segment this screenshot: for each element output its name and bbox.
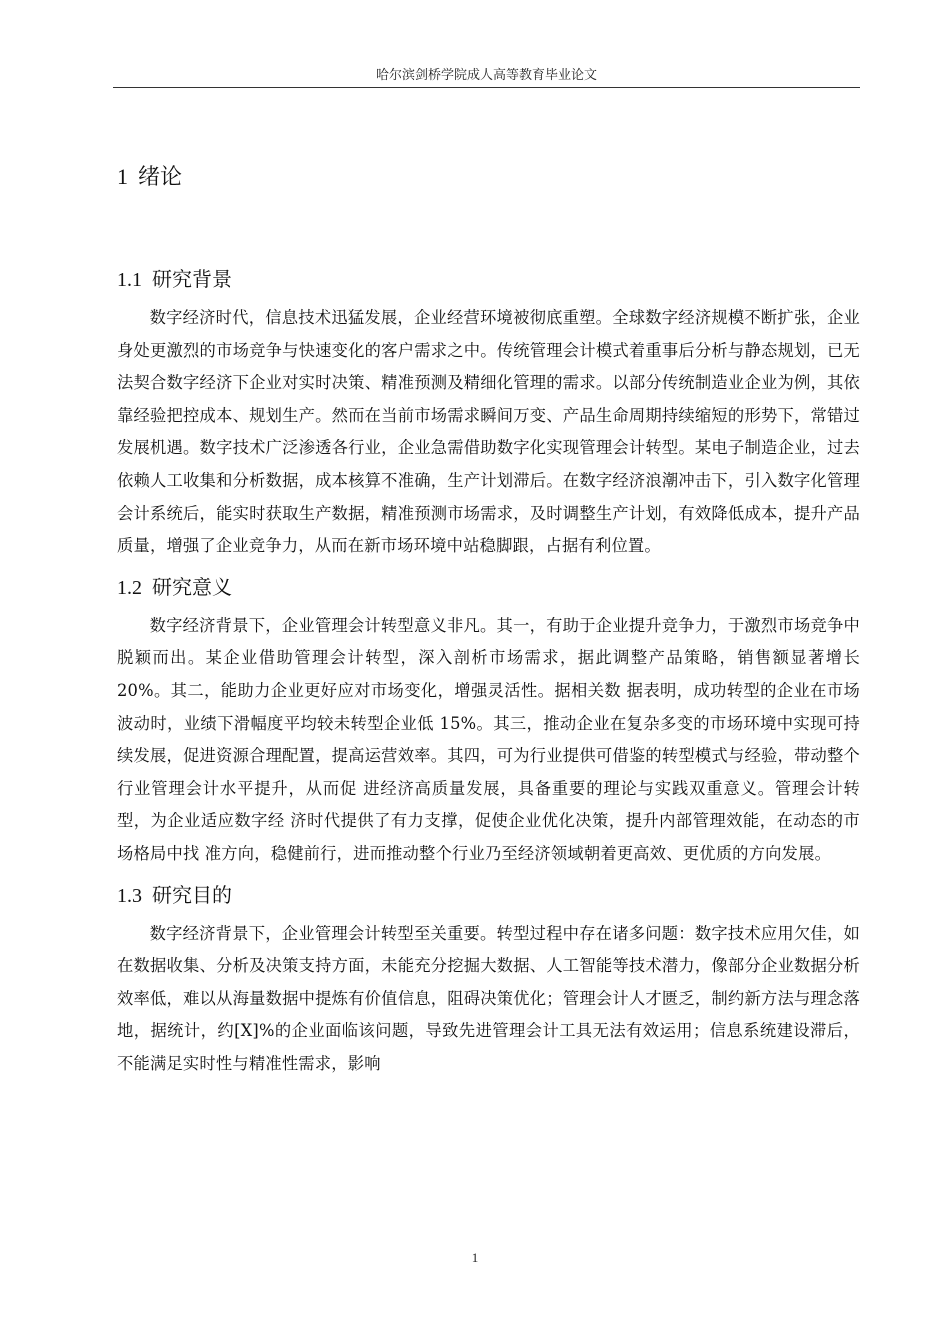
section-paragraph: 数字经济背景下，企业管理会计转型意义非凡。其一，有助于企业提升竞争力，于激烈市场竞争中脱颖而出。某企业借助管理会计转型，深入剖析市场需求，据此调整产品策略，销售额显著增长 20%。其二，能助力企业更好应对市场变化，增强灵活性。据相关数 据表明，成功转型的企业在市场波动时，业绩下滑幅度平均较未转型企业低 15%。其三，推动企业在复杂多变的市场环境中实现可持续发展，促进资源合理配置，提高运营效率。其四，可为行业提供可借鉴的转型模式与经验，带动整个行业管理会计水平提升，从而促 进经济高质量发展，具备重要的理论与实践双重意义。管理会计转型，为企业适应数字经 济时代提供了有力支撑，促使企业优化决策，提升内部管理效能，在动态的市场格局中找 准方向，稳健前行，进而推动整个行业乃至经济领域朝着更高效、更优质的方向发展。 bbox=[117, 615, 860, 863]
section-heading bbox=[117, 873, 860, 918]
page-number: 1 bbox=[471, 1250, 479, 1265]
section-title: 研究背景 bbox=[152, 267, 232, 291]
section-number: 1.2 bbox=[117, 576, 142, 599]
section-research-background bbox=[117, 257, 860, 563]
chapter-number: 1 bbox=[117, 164, 128, 189]
header-divider bbox=[113, 87, 860, 88]
section-title: 研究意义 bbox=[152, 574, 232, 599]
section-research-purpose bbox=[117, 873, 860, 1081]
section-research-significance bbox=[117, 565, 860, 871]
document-body bbox=[117, 160, 860, 1082]
page-header: 哈尔滨剑桥学院成人高等教育毕业论文 bbox=[375, 68, 597, 83]
section-paragraph: 数字经济背景下，企业管理会计转型至关重要。转型过程中存在诸多问题：数字技术应用欠佳，如在数据收集、分析及决策支持方面，未能充分挖掘大数据、人工智能等技术潜力，像部分企业数据分析效率低，难以从海量数据中提炼有价值信息，阻碍决策优化；管理会计人才匮乏，制约新方法与理念落地，据统计，约[X]%的企业面临该问题，导致先进管理会计工具无法有效运用；信息系统建设滞后，不能满足实时性与精准性需求，影响 bbox=[117, 923, 860, 1073]
section-heading bbox=[117, 565, 860, 610]
section-paragraph: 数字经济时代，信息技术迅猛发展，企业经营环境被彻底重塑。全球数字经济规模不断扩张，企业身处更激烈的市场竞争与快速变化的客户需求之中。传统管理会计模式着重事后分析与静态规划，已无法契合数字经济下企业对实时决策、精准预测及精细化管理的需求。以部分传统制造业企业为例，其依靠经验把控成本、规划生产。然而在当前市场需求瞬间万变、产品生命周期持续缩短的形势下，常错过发展机遇。数字技术广泛渗透各行业，企业急需借助数字化实现管理会计转型。某电子制造企业，过去依赖人工收集和分析数据，成本核算不准确，生产计划滞后。在数字经济浪潮冲击下，引入数字化管理会计系统后，能实时获取生产数据，精准预测市场需求，及时调整生产计划，有效降低成本，提升产品质量，增强了企业竞争力，从而在新市场环境中站稳脚跟，占据有利位置。 bbox=[117, 308, 860, 556]
section-number: 1.1 bbox=[117, 269, 142, 291]
section-number: 1.3 bbox=[117, 884, 142, 907]
section-heading bbox=[117, 257, 860, 302]
chapter-heading bbox=[117, 160, 860, 195]
chapter-title: 绪论 bbox=[138, 165, 183, 190]
section-title: 研究目的 bbox=[152, 882, 232, 907]
